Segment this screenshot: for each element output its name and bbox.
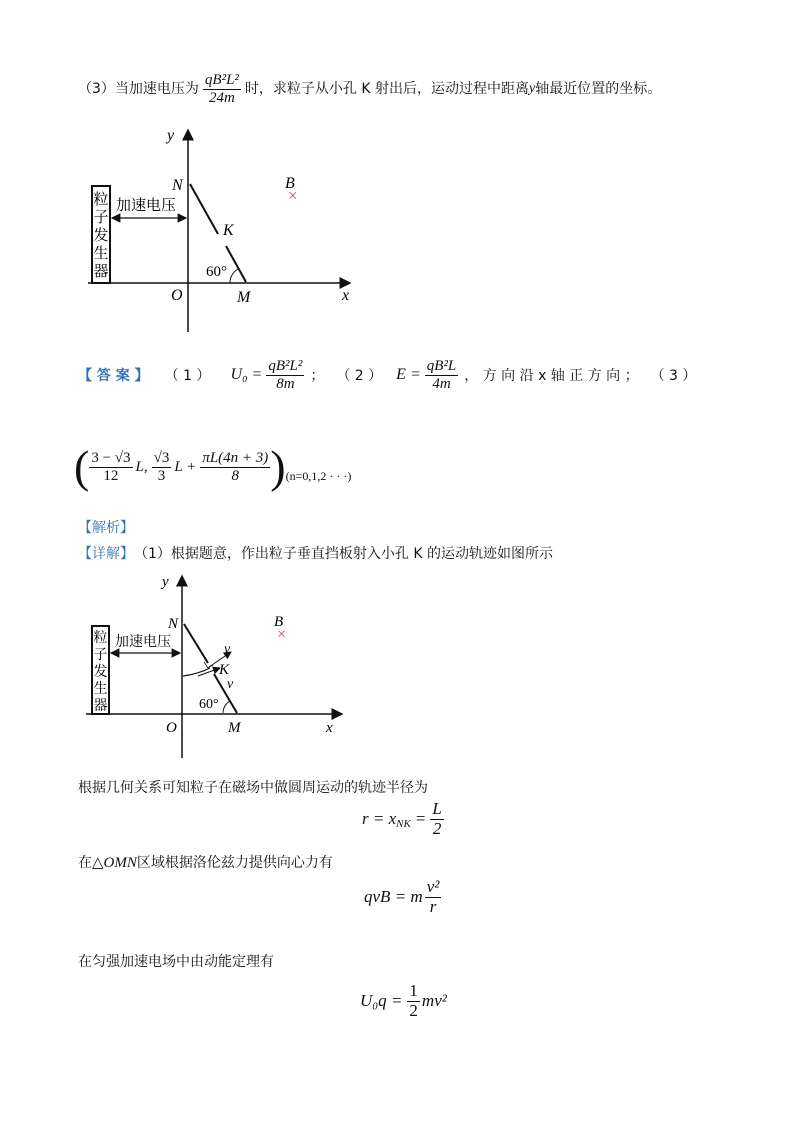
eq3-denominator: 2 [409,1000,418,1020]
coord-frac-1-num: 3 − √3 [91,450,131,466]
eq3-numerator: 1 [409,981,418,1000]
left-paren: ( [74,441,90,492]
q3-suffix-b: 轴最近位置的坐标。 [535,81,662,97]
gen-char-1: 粒 [93,192,109,208]
coord-frac-1 [89,450,132,484]
point-n-label: N [172,177,183,194]
answer-part-1-marker: （ 1 ） [164,368,211,384]
step-1-text: 根据几何关系可知粒子在磁场中做圆周运动的轨迹半径为 [78,780,428,796]
equation-lorentz [364,878,441,916]
velocity-label-lower: v [227,677,234,692]
answer-line [78,358,758,392]
coord-frac-2-den: 3 [157,467,166,484]
coord-frac-3 [200,450,270,484]
answer-e-lhs: E = [396,366,421,383]
figure-1-diagram [80,122,380,337]
answer-separator-1: ； [310,368,325,384]
gen-char-4: 生 [93,682,108,697]
answer-part-3-marker: （ 3 ） [650,368,697,384]
gen-char-5: 器 [93,264,109,280]
answer-coordinate [74,441,352,492]
eq3-fraction [407,982,420,1020]
answer-e-fraction [425,358,459,392]
eq3-lhs: U₀q = [360,991,403,1011]
figure-2-diagram [80,570,360,760]
coord-frac-1-den: 12 [103,467,119,484]
eq1-lhs: r = x [362,809,397,829]
y-axis-label: y [162,574,169,590]
field-b-label: B [285,175,295,192]
analysis-label: 【解析】 [78,520,134,536]
eq1-numerator: L [432,799,442,818]
coord-frac-2 [152,450,172,484]
step-2-prefix: 在 [78,855,92,871]
step-2-suffix: 区域根据洛伦兹力提供向心力有 [136,855,333,871]
angle-arc [223,701,230,713]
point-k-label: K [223,222,234,239]
point-m-label: M [237,289,251,306]
n-range-note: (n=0,1,2 · · ·) [285,468,352,483]
right-paren: ) [270,441,286,492]
eq1-subscript: NK [396,818,411,831]
answer-label: 【 答 案 】 [78,368,149,384]
plate-upper [190,184,218,234]
eq2-lhs: qvB = m [364,887,423,907]
eq1-equals: = [415,809,426,829]
gen-char-2: 子 [93,648,108,663]
step-2-text [78,853,333,873]
origin-label: O [171,287,183,304]
e-denominator: 4m [432,375,451,392]
equation-energy [360,982,447,1020]
gen-char-3: 发 [93,228,109,244]
question-3 [78,72,661,106]
gen-char-1: 粒 [93,631,108,646]
velocity-label-upper: v [224,642,231,657]
detail-label: 【详解】 [78,546,134,562]
eq2-denominator: r [429,896,437,916]
coord-tail-1: L, [135,458,148,475]
gen-char-2: 子 [93,210,109,226]
field-b-cross-icon: × [288,186,298,205]
step-3-text: 在匀强加速电场中由动能定理有 [78,954,274,970]
eq3-tail: mv² [421,991,447,1011]
u0-denominator: 8m [276,375,295,392]
coord-tail-2: L + [174,458,197,475]
origin-label: O [166,720,177,736]
particle-trajectory [183,668,210,676]
u0-numerator: qB²L² [268,358,303,374]
q3-voltage-fraction [203,72,241,106]
accel-voltage-label: 加速电压 [116,198,177,214]
step-2-triangle: △OMN [92,855,137,871]
eq1-denominator: 2 [432,818,442,838]
eq1-fraction [430,800,443,838]
coord-frac-2-num: √3 [153,450,170,466]
point-m-label: M [228,720,241,736]
e-numerator: qB²L [426,358,457,374]
answer-u0-fraction [266,358,304,392]
q3-suffix-a: 时，求粒子从小孔 K 射出后，运动过程中距离 [244,81,530,97]
detail-line [78,544,553,564]
field-b-label: B [274,614,284,630]
coord-frac-3-den: 8 [231,467,240,484]
plate-lower [226,246,246,282]
point-n-label: N [168,616,179,632]
x-axis-label: x [342,287,350,304]
q3-frac-numerator: qB²L² [204,72,239,88]
eq2-numerator: v² [426,877,440,896]
plate-upper [184,624,208,663]
point-k-label: K [219,662,230,678]
answer-direction: ， 方 向 沿 x 轴 正 方 向 ； [464,368,639,384]
coord-frac-3-num: πL(4n + 3) [202,450,269,466]
q3-prefix: （3）当加速电压为 [78,81,199,97]
gen-char-4: 生 [93,246,109,262]
angle-label: 60° [199,697,219,712]
equation-radius [362,800,444,838]
angle-arc [230,269,238,283]
answer-u0-lhs: U₀ = [230,366,263,383]
gen-char-5: 器 [93,699,108,714]
q3-frac-denominator: 24m [209,89,235,106]
x-axis-label: x [326,720,333,736]
gen-char-3: 发 [93,665,108,680]
answer-part-2-marker: （ 2 ） [336,368,383,384]
field-b-cross-icon: × [277,626,287,643]
eq2-fraction [425,878,442,916]
q3-y-variable: y [529,81,536,96]
accel-voltage-label: 加速电压 [115,635,171,650]
angle-label: 60° [206,264,227,280]
y-axis-label: y [167,127,175,144]
detail-text: （1）根据题意，作出粒子垂直挡板射入小孔 K 的运动轨迹如图所示 [134,546,553,562]
